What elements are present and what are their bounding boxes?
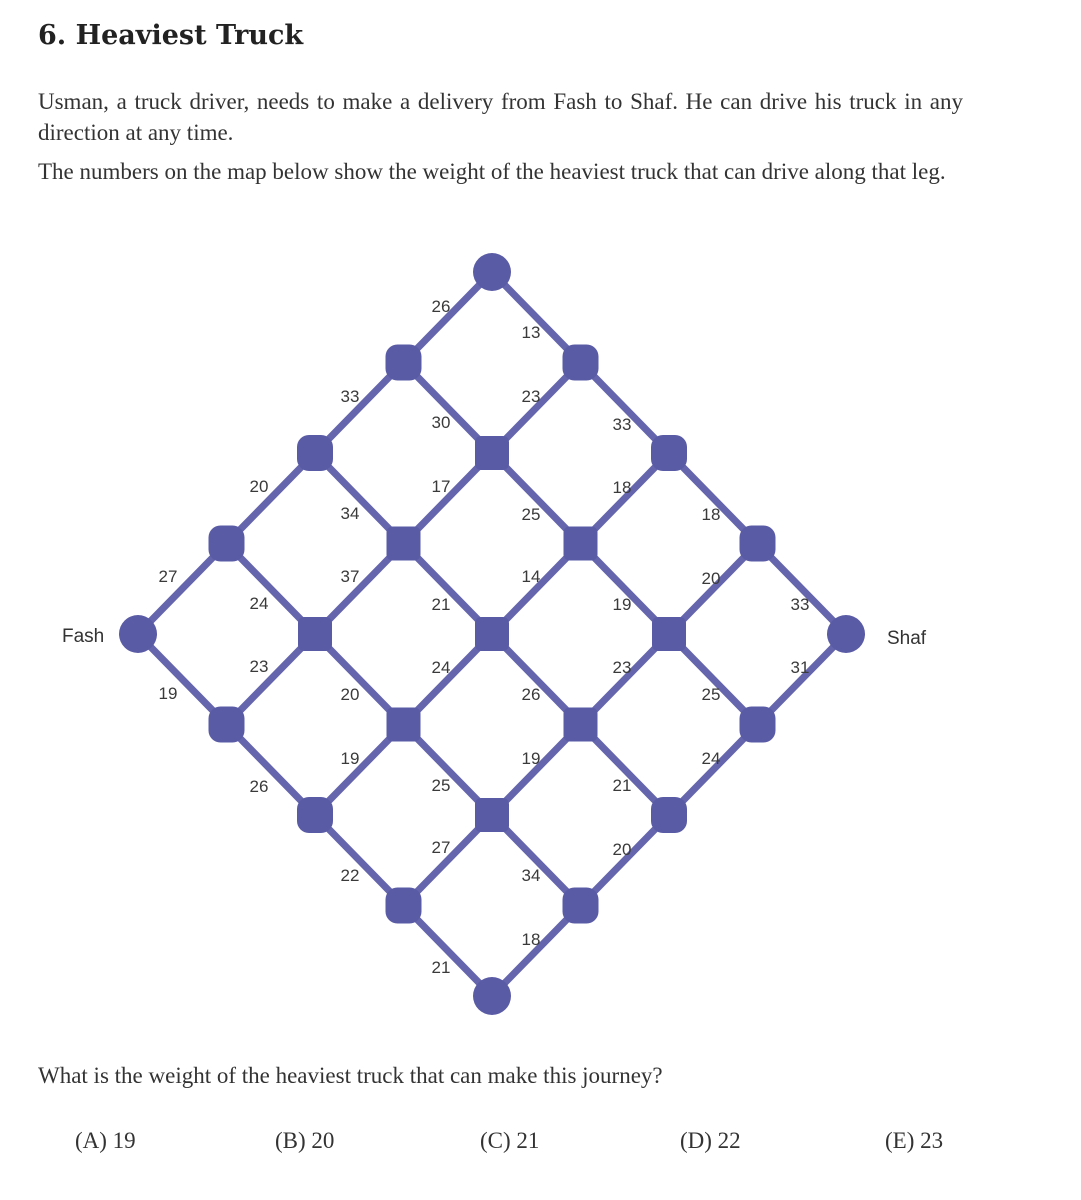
label-shaf: Shaf <box>887 628 927 649</box>
edge-weight-20: 20 <box>612 840 632 859</box>
label-fash: Fash <box>62 626 105 647</box>
edge-weight-14: 14 <box>521 567 541 586</box>
junction-node <box>386 345 422 381</box>
edge-weight-26: 26 <box>431 297 451 316</box>
problem-paragraph-1: Usman, a truck driver, needs to make a delivery from Fash to Shaf. He can drive his truck in any direction at any time. <box>38 89 963 145</box>
junctions <box>119 253 865 1015</box>
edge-weight-20: 20 <box>249 477 269 496</box>
junction-node <box>475 617 509 651</box>
junction-node <box>386 888 422 924</box>
junction-node <box>651 797 687 833</box>
question-text: What is the weight of the heaviest truck that can make this journey? <box>38 1063 663 1088</box>
choice-e[interactable]: (E) 23 <box>885 1128 944 1153</box>
edge-weight-24: 24 <box>249 594 269 613</box>
edge-weight-24: 24 <box>701 749 721 768</box>
edge-weight-27: 27 <box>158 567 178 586</box>
edge-weight-21: 21 <box>431 595 451 614</box>
edge-weight-20: 20 <box>701 569 721 588</box>
problem-paragraph-2: The numbers on the map below show the weight of the heaviest truck that can drive along that leg. <box>38 159 946 184</box>
junction-node <box>297 797 333 833</box>
junction-node <box>564 527 598 561</box>
edge-weight-25: 25 <box>521 505 541 524</box>
edge-weight-26: 26 <box>249 777 269 796</box>
junction-node <box>563 345 599 381</box>
edge-weight-34: 34 <box>340 504 360 523</box>
junction-node <box>563 888 599 924</box>
choice-a[interactable]: (A) 19 <box>75 1128 136 1153</box>
junction-node <box>475 436 509 470</box>
edge-weight-25: 25 <box>701 685 721 704</box>
edge-weight-34: 34 <box>521 866 541 885</box>
junction-node <box>209 526 245 562</box>
junction-node <box>564 708 598 742</box>
edge-weight-23: 23 <box>249 657 269 676</box>
edge-weight-24: 24 <box>431 658 451 677</box>
edge-weight-18: 18 <box>612 478 632 497</box>
edge-weight-33: 33 <box>612 415 632 434</box>
terminal-node <box>473 253 511 291</box>
edge-weight-17: 17 <box>431 477 451 496</box>
terminal-node <box>119 615 157 653</box>
edge-weight-23: 23 <box>612 658 632 677</box>
junction-node <box>652 617 686 651</box>
choice-b[interactable]: (B) 20 <box>275 1128 335 1153</box>
edge-weight-33: 33 <box>340 387 360 406</box>
junction-node <box>298 617 332 651</box>
edge-weight-19: 19 <box>612 595 632 614</box>
junction-node <box>387 708 421 742</box>
edge-weight-18: 18 <box>701 505 721 524</box>
edge-weight-23: 23 <box>521 387 541 406</box>
junction-node <box>387 527 421 561</box>
edge-weight-21: 21 <box>612 776 632 795</box>
edge-weight-21: 21 <box>431 958 451 977</box>
junction-node <box>475 798 509 832</box>
edge-weight-33: 33 <box>790 595 810 614</box>
choice-d[interactable]: (D) 22 <box>680 1128 741 1153</box>
edge-weight-20: 20 <box>340 685 360 704</box>
terminal-node <box>473 977 511 1015</box>
junction-node <box>297 435 333 471</box>
junction-node <box>740 707 776 743</box>
junction-node <box>651 435 687 471</box>
edge-weight-19: 19 <box>158 684 178 703</box>
edge-weight-22: 22 <box>340 866 360 885</box>
edge-weight-19: 19 <box>340 749 360 768</box>
terminal-node <box>827 615 865 653</box>
edge-weight-31: 31 <box>790 658 810 677</box>
junction-node <box>740 526 776 562</box>
edge-weight-19: 19 <box>521 749 541 768</box>
choice-c[interactable]: (C) 21 <box>480 1128 540 1153</box>
edge-weight-27: 27 <box>431 838 451 857</box>
junction-node <box>209 707 245 743</box>
problem-title: 6. Heaviest Truck <box>38 20 304 51</box>
edge-weight-37: 37 <box>340 567 360 586</box>
edge-weight-26: 26 <box>521 685 541 704</box>
edge-weight-18: 18 <box>521 930 541 949</box>
edge-weight-25: 25 <box>431 776 451 795</box>
edge-weight-13: 13 <box>521 323 541 342</box>
edge-weight-30: 30 <box>431 413 451 432</box>
